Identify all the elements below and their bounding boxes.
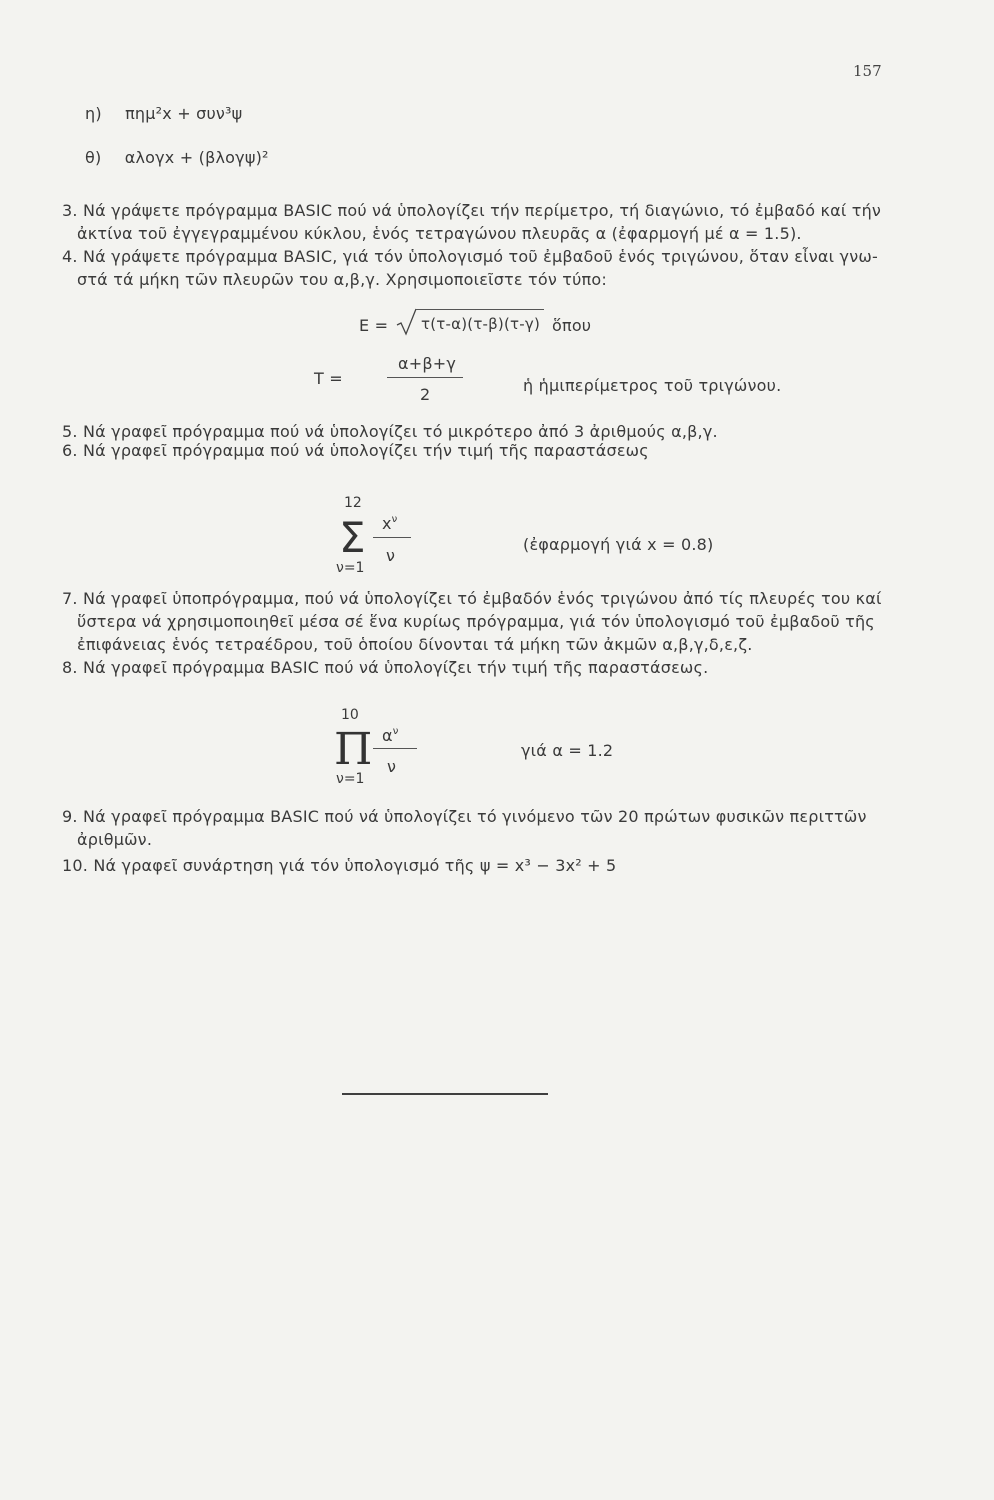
item-eta: [85, 104, 242, 123]
sum-symbol: Σ: [339, 513, 366, 562]
product-fraction-bar: [373, 748, 417, 749]
exercise-3-line-2: ἀκτίνα τοῦ ἐγγεγραμμένου κύκλου, ἑνός τετραγώνου πλευρᾶς α (ἐφαρμογή μέ α = 1.5).: [77, 224, 802, 243]
exercise-7-line-2: ὕστερα νά χρησιμοποιηθεῖ μέσα σέ ἕνα κυρίως πρόγραμμα, γιά τόν ὑπολογισμό τοῦ ἐμβαδοῦ τῆς: [77, 612, 875, 631]
exercise-9-line-1: 9. Νά γραφεῖ πρόγραμμα BASIC πού νά ὑπολογίζει τό γινόμενο τῶν 20 πρώτων φυσικῶν περιττῶν: [62, 807, 867, 826]
sum-fraction-numerator-base: x: [382, 514, 392, 533]
exercise-5: 5. Νά γραφεῖ πρόγραμμα πού νά ὑπολογίζει τό μικρότερο ἀπό 3 ἀριθμούς α,β,γ.: [62, 422, 718, 441]
sqrt-symbol: [396, 308, 418, 336]
product-symbol: Π: [334, 724, 373, 775]
exercise-4-line-1: 4. Νά γράψετε πρόγραμμα BASIC, γιά τόν ὑπολογισμό τοῦ ἐμβαδοῦ ἑνός τριγώνου, ὅταν εἶναι γνω-: [62, 247, 878, 266]
product-fraction-numerator: [382, 726, 399, 745]
exercise-8-line-1: 8. Νά γραφεῖ πρόγραμμα BASIC πού νά ὑπολογίζει τήν τιμή τῆς παραστάσεως.: [62, 658, 709, 677]
page-number: 157: [853, 62, 882, 80]
section-end-rule: [342, 1093, 548, 1095]
formula-t-fraction-bar: [387, 377, 463, 378]
formula-t-numerator: α+β+γ: [398, 354, 457, 373]
formula-t-description: ἡ ἡμιπερίμετρος τοῦ τριγώνου.: [523, 376, 782, 395]
exercise-7-line-3: ἐπιφάνειας ἑνός τετραέδρου, τοῦ ὁποίου δίνονται τά μήκη τῶν ἀκμῶν α,β,γ,δ,ε,ζ.: [77, 635, 753, 654]
item-eta-expression: πημ²x + συν³ψ: [125, 104, 243, 123]
exercise-3-line-1: 3. Νά γράψετε πρόγραμμα BASIC πού νά ὑπολογίζει τήν περίμετρο, τή διαγώνιο, τό ἐμβαδό καί τήν: [62, 201, 882, 220]
exercise-10: 10. Νά γραφεῖ συνάρτηση γιά τόν ὑπολογισμό τῆς ψ = x³ − 3x² + 5: [62, 856, 617, 875]
item-theta-expression: αλογx + (βλογψ)²: [124, 148, 269, 167]
exercise-8-note: γιά α = 1.2: [521, 741, 614, 760]
item-theta-label: θ): [85, 148, 102, 167]
formula-e-radicand: τ(τ-α)(τ-β)(τ-γ): [421, 315, 541, 333]
sqrt-bar: [416, 309, 544, 310]
formula-t-left: T =: [314, 369, 343, 388]
exercise-9-line-2: ἀριθμῶν.: [77, 830, 153, 849]
item-eta-label: η): [85, 104, 102, 123]
sum-fraction-numerator: [382, 514, 397, 533]
product-fraction-numerator-exponent: ν: [392, 726, 399, 737]
formula-t-denominator: 2: [420, 385, 431, 404]
product-fraction-denominator: ν: [387, 757, 397, 776]
product-lower-limit: ν=1: [336, 771, 365, 787]
formula-e-left: E =: [359, 316, 389, 335]
exercise-6-note: (ἐφαρμογή γιά x = 0.8): [523, 535, 714, 554]
exercise-4-line-2: στά τά μήκη τῶν πλευρῶν του α,β,γ. Χρησιμοποιεῖστε τόν τύπο:: [77, 270, 607, 289]
exercise-7-line-1: 7. Νά γραφεῖ ὑποπρόγραμμα, πού νά ὑπολογίζει τό ἐμβαδόν ἑνός τριγώνου ἀπό τίς πλευρές του καί: [62, 589, 882, 608]
product-upper-limit: 10: [341, 707, 359, 723]
sum-lower-limit: ν=1: [336, 560, 365, 576]
product-fraction-numerator-base: α: [382, 726, 393, 745]
formula-e-where: ὅπου: [552, 316, 592, 335]
exercise-6-line-1: 6. Νά γραφεῖ πρόγραμμα πού νά ὑπολογίζει τήν τιμή τῆς παραστάσεως: [62, 441, 649, 460]
sum-fraction-denominator: ν: [386, 546, 396, 565]
sum-upper-limit: 12: [344, 495, 362, 511]
sum-fraction-numerator-exponent: ν: [391, 514, 398, 525]
sum-fraction-bar: [373, 537, 411, 538]
item-theta: [85, 148, 269, 167]
